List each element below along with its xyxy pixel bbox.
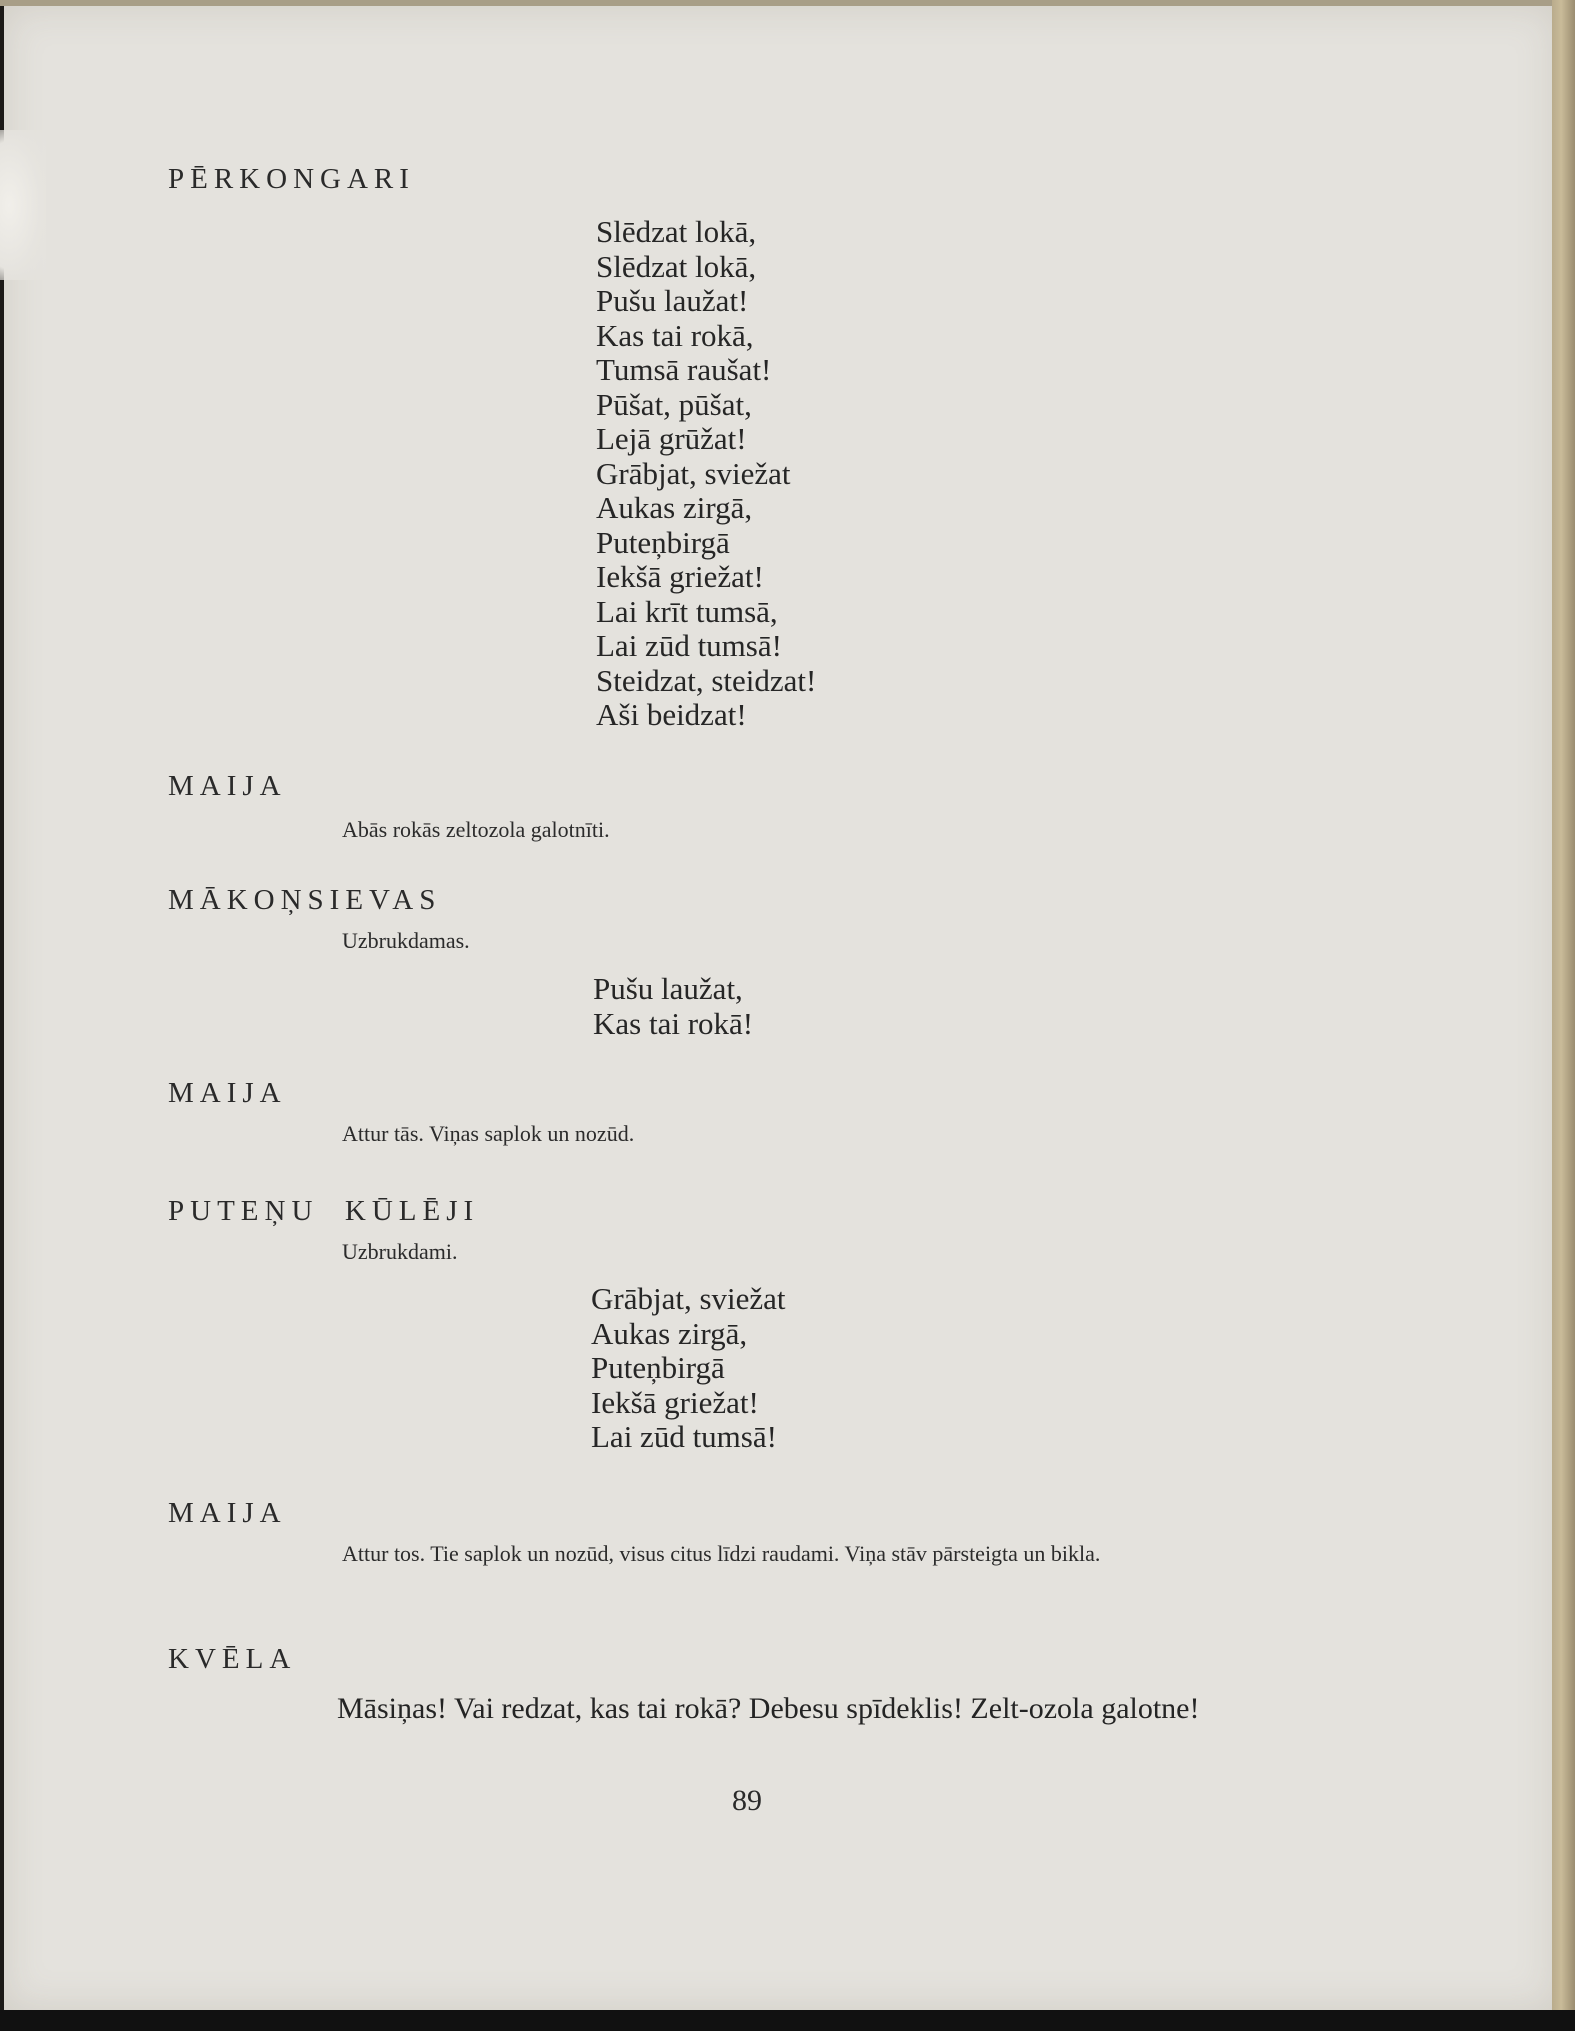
verse-line: Grābjat, sviežat (591, 1281, 786, 1316)
verse-line: Puteņbirgā (596, 524, 730, 560)
verse-line: Kas tai rokā, (596, 317, 754, 353)
stage-direction-maija-1: Abās rokās zeltozola galotnīti. (342, 817, 610, 842)
verse-putenu-kuleji (591, 1282, 786, 1455)
verse-line: Pušu laužat, (593, 971, 743, 1006)
verse-makonsievas (593, 972, 753, 1041)
binding-tear (0, 130, 46, 280)
verse-line: Puteņbirgā (591, 1350, 725, 1385)
speaker-kvela: KVĒLA (168, 1643, 297, 1675)
stage-direction-maija-3: Attur tos. Tie saplok un nozūd, visus citus līdzi raudami. Viņa stāv pārsteigta un bikla. (342, 1541, 1101, 1566)
page-bottom-edge (0, 2010, 1575, 2031)
verse-line: Lai krīt tumsā, (596, 593, 778, 629)
verse-line: Slēdzat lokā, (596, 214, 757, 249)
verse-line: Pūšat, pūšat, (596, 386, 752, 422)
speaker-putenu-kuleji: PUTEŅU KŪLĒJI (168, 1195, 480, 1227)
verse-line: Lai zūd tumsā! (591, 1419, 777, 1454)
verse-line: Grābjat, sviežat (596, 455, 791, 491)
verse-line: Iekšā griežat! (596, 559, 764, 594)
verse-line: Kas tai rokā! (593, 1005, 754, 1041)
speaker-maija-3: MAIJA (168, 1497, 287, 1529)
stage-direction-putenu-kuleji: Uzbrukdami. (342, 1239, 458, 1264)
verse-line: Aukas zirgā, (591, 1315, 748, 1351)
verse-line: Iekšā griežat! (591, 1384, 759, 1420)
verse-line: Lejā grūžat! (596, 421, 747, 456)
speaker-maija-2: MAIJA (168, 1077, 287, 1109)
page-right-edge (1552, 0, 1575, 2010)
speaker-maija-1: MAIJA (168, 770, 287, 802)
verse-line: Aukas zirgā, (596, 490, 753, 525)
verse-line: Tumsā raušat! (596, 352, 772, 387)
verse-line: Steidzat, steidzat! (596, 662, 817, 698)
page-number: 89 (732, 1784, 762, 1817)
verse-perkongari (596, 215, 816, 733)
verse-line: Lai zūd tumsā! (596, 628, 782, 663)
speaker-makonsievas: MĀKOŅSIEVAS (168, 884, 442, 916)
stage-direction-makonsievas: Uzbrukdamas. (342, 928, 470, 953)
stage-direction-maija-2: Attur tās. Viņas saplok un nozūd. (342, 1121, 635, 1146)
speaker-perkongari: PĒRKONGARI (168, 163, 415, 195)
verse-line: Aši beidzat! (596, 697, 747, 732)
speech-kvela: Māsiņas! Vai redzat, kas tai rokā? Debesu spīdeklis! Zelt-ozola galotne! (337, 1692, 1200, 1725)
verse-line: Slēdzat lokā, (596, 248, 757, 284)
verse-line: Pušu laužat! (596, 283, 749, 318)
